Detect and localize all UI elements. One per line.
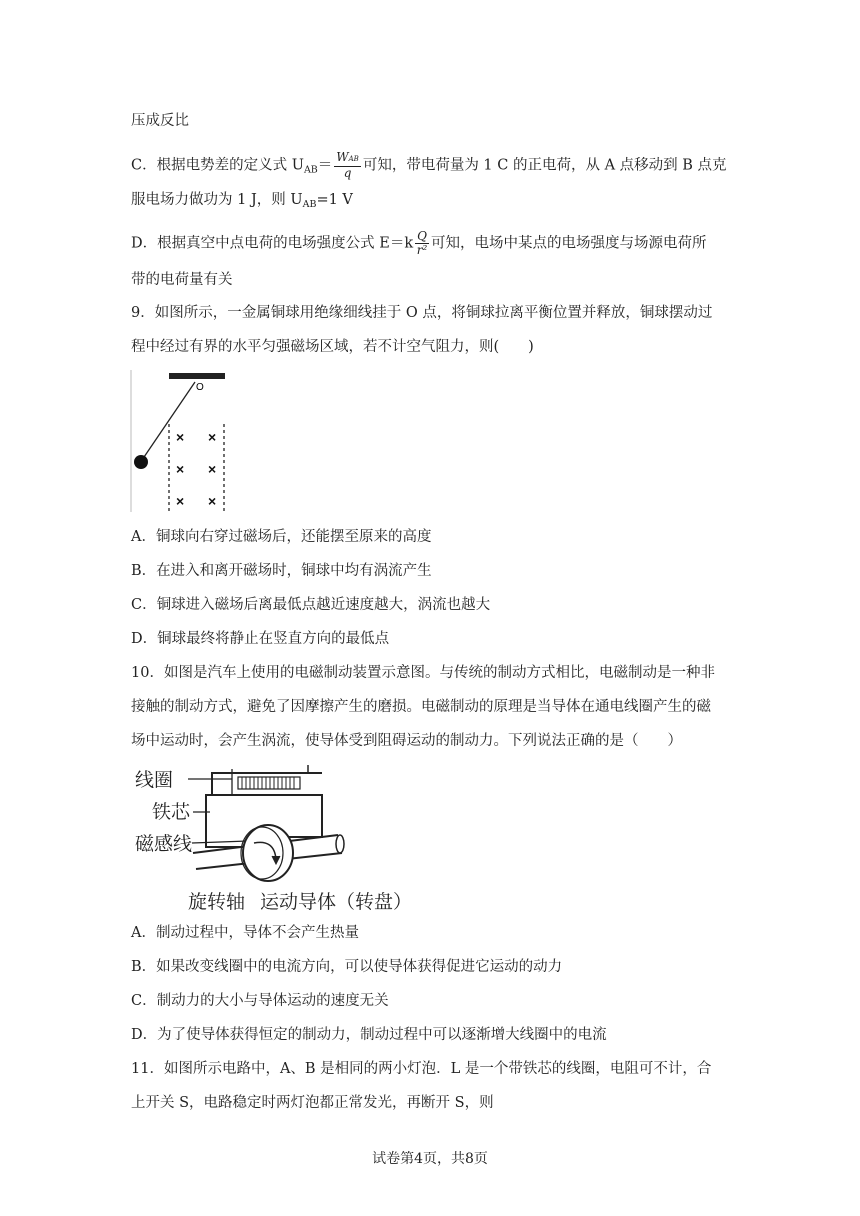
pendulum-figure bbox=[125, 368, 235, 513]
option-10b: B．如果改变线圈中的电流方向，可以使导体获得促进它运动的动力 bbox=[131, 959, 563, 975]
ceiling-hatch bbox=[169, 373, 225, 379]
question-10-line3: 场中运动时，会产生涡流，使导体受到阻碍运动的制动力。下列说法正确的是（ ） bbox=[131, 733, 682, 749]
label-disc: 运动导体（转盘） bbox=[260, 891, 413, 913]
svg-text:×: × bbox=[176, 461, 185, 477]
option-9d: D．铜球最终将静止在竖直方向的最低点 bbox=[131, 631, 390, 647]
text: ＝ bbox=[317, 157, 333, 174]
coil bbox=[238, 777, 300, 789]
label-field-lines: 磁感线 bbox=[135, 833, 193, 855]
option-10a: A．制动过程中，导体不会产生热量 bbox=[131, 925, 359, 941]
svg-text:×: × bbox=[208, 493, 217, 509]
question-9-line2: 程中经过有界的水平匀强磁场区域，若不计空气阻力，则( ) bbox=[131, 339, 534, 355]
option-9a: A．铜球向右穿过磁场后，还能摆至原来的高度 bbox=[131, 529, 432, 545]
magnetic-field-marks bbox=[176, 429, 216, 509]
page-footer: 试卷第4页，共8页 bbox=[372, 1151, 488, 1167]
question-9-line1: 9．如图所示，一金属铜球用绝缘细线挂于 O 点，将铜球拉离平衡位置并释放，铜球摆动过 bbox=[131, 305, 713, 321]
svg-text:×: × bbox=[208, 429, 217, 445]
fraction-q-over-r2: $\frac{Q}{\text{r²}}$ bbox=[416, 229, 428, 257]
electromagnetic-brake-figure bbox=[128, 763, 418, 918]
option-8d: D．根据真空中点电荷的电场强度公式 E＝k $\frac{Q}{\text{r²}}$ 可知，电场中某点的电场强度与场源电荷所 bbox=[131, 229, 707, 257]
question-10-line2: 接触的制动方式，避免了因摩擦产生的磨损。电磁制动的原理是当导体在通电线圈产生的磁 bbox=[131, 699, 711, 715]
svg-text:×: × bbox=[176, 429, 185, 445]
option-10c: C．制动力的大小与导体运动的速度无关 bbox=[131, 993, 389, 1009]
rotating-disc bbox=[243, 825, 293, 881]
text: C．根据电势差的定义式 U bbox=[131, 157, 304, 174]
option-8c bbox=[131, 151, 727, 181]
label-shaft: 旋转轴 bbox=[188, 891, 246, 913]
option-9b: B．在进入和离开磁场时，铜球中均有涡流产生 bbox=[131, 563, 432, 579]
svg-text:×: × bbox=[176, 493, 185, 509]
label-coil: 线圈 bbox=[135, 769, 174, 791]
text: 可知，带电荷量为 1 C 的正电荷，从 A 点移动到 B 点克 bbox=[362, 157, 727, 174]
pivot-label: O bbox=[196, 382, 204, 393]
question-11-line2: 上开关 S，电路稳定时两灯泡都正常发光，再断开 S，则 bbox=[131, 1095, 494, 1111]
svg-text:×: × bbox=[208, 461, 217, 477]
text-line: 带的电荷量有关 bbox=[131, 272, 233, 288]
subscript: AB bbox=[303, 164, 318, 176]
question-10-line1: 10．如图是汽车上使用的电磁制动装置示意图。与传统的制动方式相比，电磁制动是一种非 bbox=[131, 665, 715, 681]
label-core: 铁芯 bbox=[152, 801, 191, 823]
text-line: 服电场力做功为 1 J，则 $U_{AB}=1$ V bbox=[131, 192, 353, 210]
option-10d: D．为了使导体获得恒定的制动力，制动过程中可以逐渐增大线圈中的电流 bbox=[131, 1027, 607, 1043]
option-9c: C．铜球进入磁场后离最低点越近速度越大，涡流也越大 bbox=[131, 597, 491, 613]
copper-ball bbox=[134, 455, 148, 469]
text-line: 压成反比 bbox=[131, 113, 189, 129]
fraction-w-over-q: $\frac{\text{WAB}}{q}$ bbox=[336, 150, 359, 180]
question-11-line1: 11．如图所示电路中，A、B 是相同的两小灯泡．L 是一个带铁芯的线圈，电阻可不计，合 bbox=[131, 1061, 712, 1077]
